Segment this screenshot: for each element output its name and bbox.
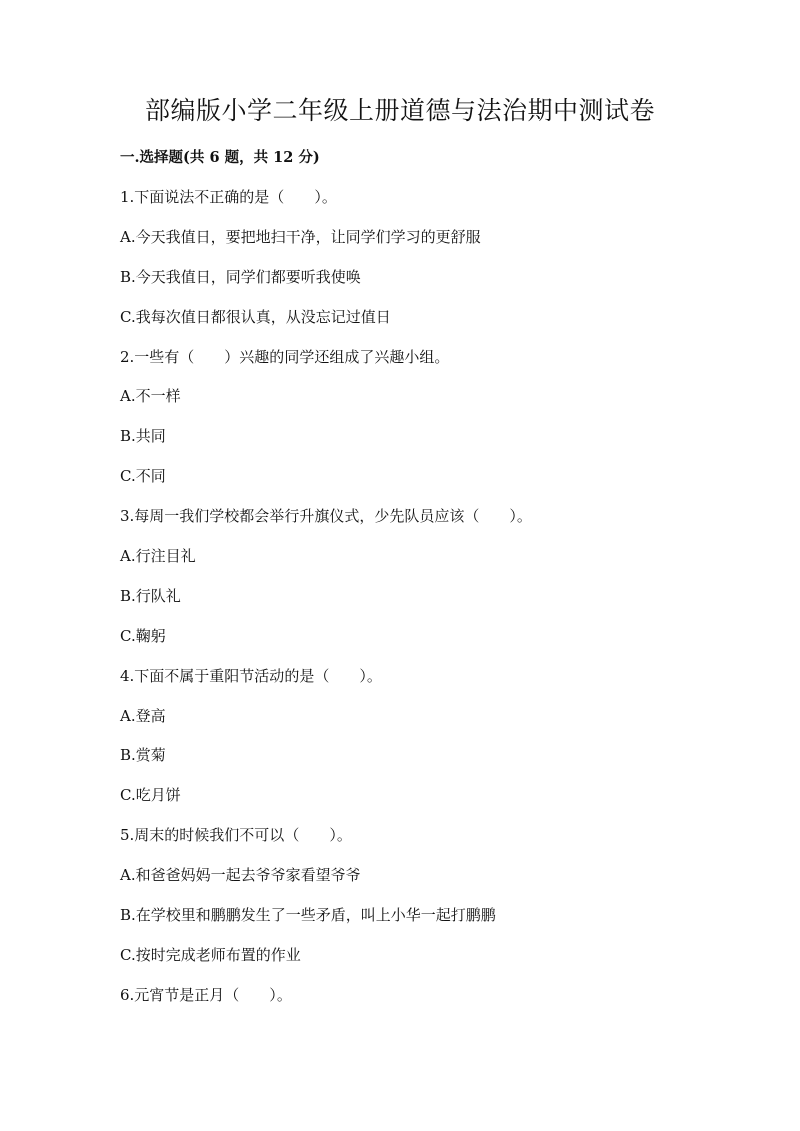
answer-option: B.今天我值日，同学们都要听我使唤	[120, 267, 361, 286]
question-stem: 1.下面说法不正确的是（ ）。	[120, 188, 337, 206]
question-stem: 4.下面不属于重阳节活动的是（ ）。	[120, 666, 382, 685]
answer-option: C.按时完成老师布置的作业	[120, 945, 301, 964]
question-list	[120, 187, 720, 1025]
answer-option: C.吃月饼	[120, 786, 181, 805]
answer-option: C.不同	[120, 467, 166, 486]
page-title: 部编版小学二年级上册道德与法治期中测试卷	[144, 96, 655, 125]
answer-option: C.我每次值日都很认真，从没忘记过值日	[120, 307, 391, 326]
section-heading: 一.选择题(共 6 题，共 12 分)	[120, 149, 320, 166]
question-stem: 3.每周一我们学校都会举行升旗仪式，少先队员应该（ ）。	[120, 507, 532, 526]
answer-option: A.行注目礼	[120, 547, 196, 566]
answer-option: B.行队礼	[120, 586, 181, 605]
question-stem: 6.元宵节是正月（ ）。	[120, 985, 292, 1004]
question-stem: 2.一些有（ ）兴趣的同学还组成了兴趣小组。	[120, 347, 450, 366]
answer-option: A.登高	[120, 706, 166, 725]
question-stem: 5.周末的时候我们不可以（ ）。	[120, 826, 352, 845]
answer-option: B.在学校里和鹏鹏发生了一些矛盾，叫上小华一起打鹏鹏	[120, 906, 496, 925]
answer-option: B.共同	[120, 427, 166, 446]
answer-option: A.和爸爸妈妈一起去爷爷家看望爷爷	[120, 866, 361, 885]
answer-option: C.鞠躬	[120, 626, 166, 645]
answer-option: A.今天我值日，要把地扫干净，让同学们学习的更舒服	[120, 227, 481, 246]
answer-option: B.赏菊	[120, 746, 166, 765]
answer-option: A.不一样	[120, 387, 181, 406]
